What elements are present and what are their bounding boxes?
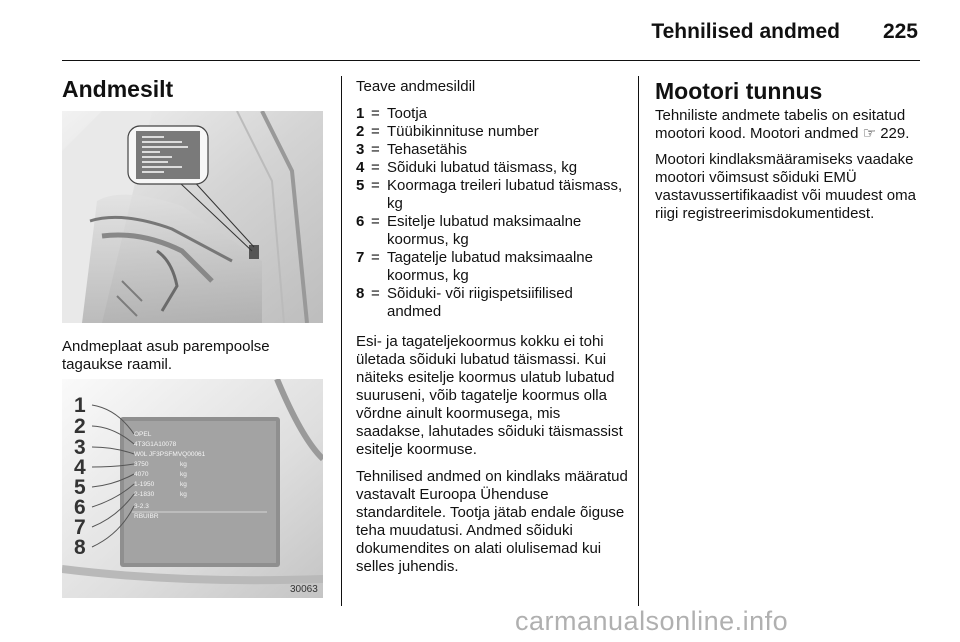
- plate-unit: kg: [180, 461, 187, 468]
- legend-item: 3 = Tehasetähis: [356, 141, 468, 158]
- data-plate-photo: [62, 379, 323, 598]
- plate-callout-number: 3: [74, 436, 86, 459]
- plate-callout-number: 5: [74, 476, 86, 499]
- plate-callout-number: 7: [74, 516, 86, 539]
- legend-item: 8 = Sõiduki- või riigispetsiifilised andmed: [356, 285, 573, 320]
- plate-callout-number: 2: [74, 415, 86, 438]
- plate-line: 4070: [134, 471, 149, 478]
- header-rule: [62, 60, 920, 61]
- plate-unit: kg: [180, 471, 187, 478]
- legend-intro: Teave andmesildil: [356, 78, 476, 95]
- legend-item: 2 = Tüübikinnituse number: [356, 123, 539, 140]
- plate-legend: [356, 105, 628, 321]
- legend-item: 7 = Tagatelje lubatud maksimaalne koormus, kg: [356, 249, 593, 284]
- axle-load-paragraph: Esi- ja tagateljekoormus kokku ei tohi ületada sõiduki lubatud täismassi. Kui näiteks esitelje koormus ulatub lubatud suuruseni, võib tagatelje koormus olla võrdne ainult koormusega, mis saadakse, lahutades sõiduki täismassist esitelje koormuse.: [356, 333, 623, 458]
- column-divider: [638, 76, 639, 606]
- figure-id: 30063: [290, 584, 318, 595]
- plate-callout-number: 4: [74, 456, 86, 479]
- plate-line: 1-1950: [134, 481, 155, 488]
- door-frame-photo: [62, 111, 323, 323]
- plate-callout-number: 8: [74, 536, 86, 559]
- column-divider: [341, 76, 342, 606]
- legend-item: 1 = Tootja: [356, 105, 428, 122]
- plate-line: W0L JF3PSFMVQ00061: [134, 451, 206, 458]
- plate-line: 3-2.3: [134, 503, 149, 510]
- page-header-title: Tehnilised andmed: [651, 20, 840, 43]
- plate-line: 4T3G1A10078: [134, 441, 177, 448]
- plate-callout-number: 6: [74, 496, 86, 519]
- plate-unit: kg: [180, 491, 187, 498]
- column-engine-id: [655, 78, 917, 231]
- column-plate-info: [356, 78, 628, 585]
- plate-line: OPEL: [134, 431, 152, 438]
- section-title-andmesilt: Andmesilt: [62, 76, 174, 102]
- legend-item: 4 = Sõiduki lubatud täismass, kg: [356, 159, 578, 176]
- plate-location-text: Andmeplaat asub parempoolse tagaukse raamil.: [62, 338, 270, 373]
- engine-identify-paragraph: Mootori kindlaksmääramiseks vaadake mootori võimsust sõiduki EMÜ vastavussertifikaadist või muudest oma riigi registreerimisdokumentidest.: [655, 151, 916, 222]
- plate-line: 2-1830: [134, 491, 155, 498]
- plate-line: 3750: [134, 461, 149, 468]
- page-number: 225: [882, 20, 918, 43]
- plate-callout-number: 1: [74, 394, 86, 417]
- engine-code-paragraph: Tehniliste andmete tabelis on esitatud mootori kood. Mootori andmed ☞ 229.: [655, 107, 910, 142]
- plate-line: RBUIBR: [134, 513, 159, 520]
- legend-item: 5 = Koormaga treileri lubatud täismass, kg: [356, 177, 623, 212]
- legend-item: 6 = Esitelje lubatud maksimaalne koormus, kg: [356, 213, 582, 248]
- plate-unit: kg: [180, 481, 187, 488]
- section-title-mootori-tunnus: Mootori tunnus: [655, 78, 823, 104]
- watermark: carmanualsonline.info: [515, 606, 789, 636]
- standards-paragraph: Tehnilised andmed on kindlaks määratud vastavalt Euroopa Ühenduse standarditele. Tootja jätab endale õiguse teha muudatusi. Andmed sõiduki dokumendites on alati olulisemad kui selles juhendis.: [356, 468, 628, 575]
